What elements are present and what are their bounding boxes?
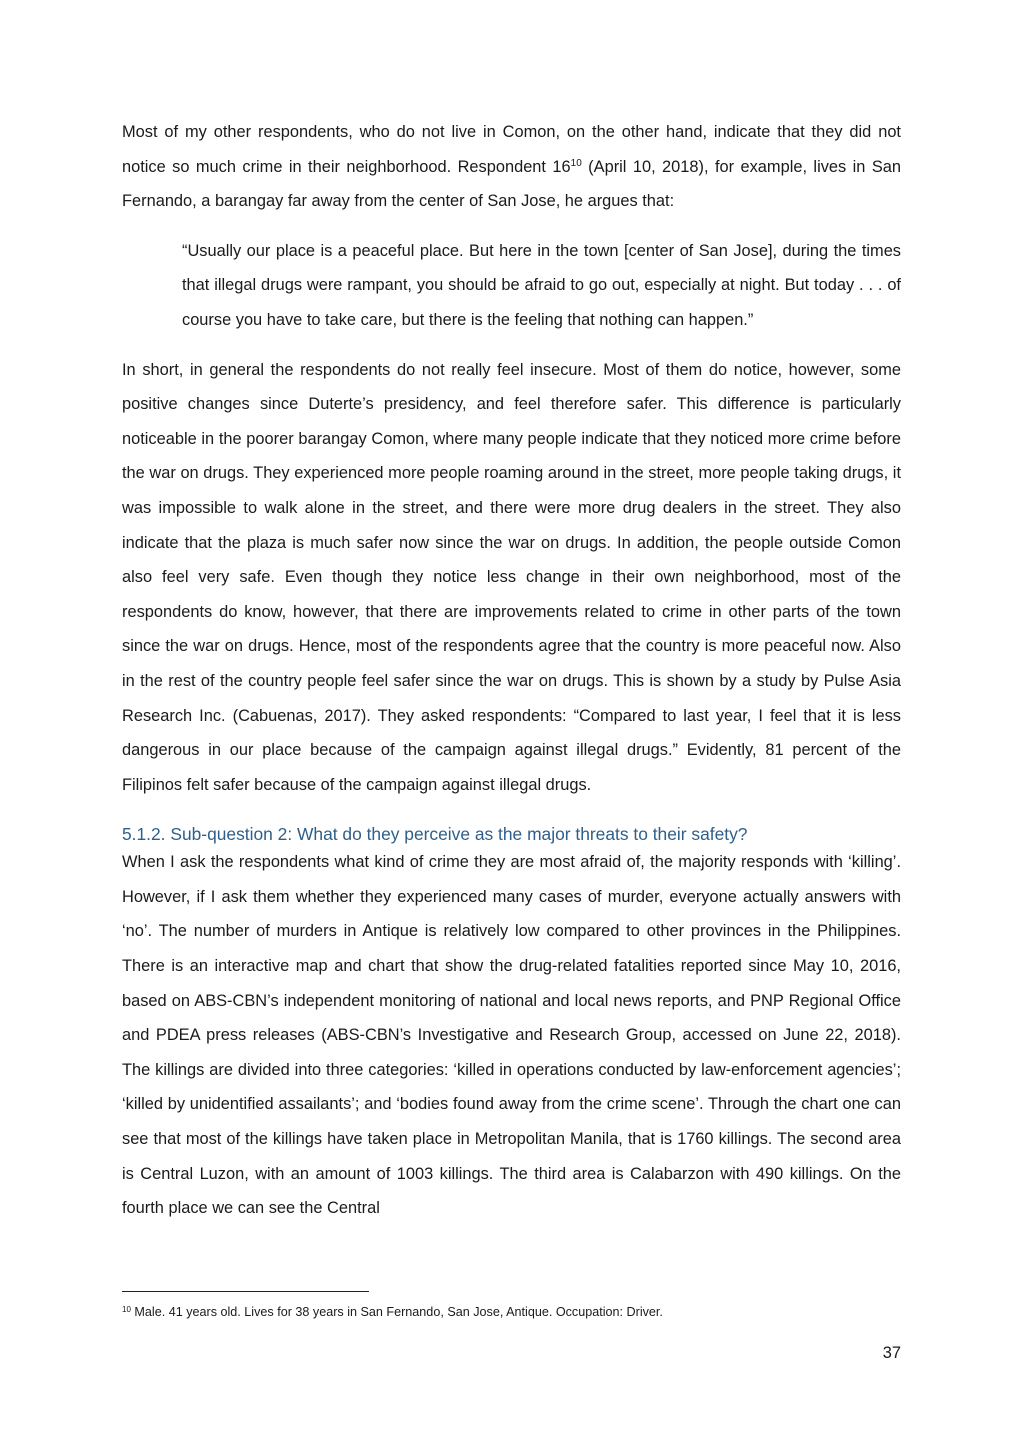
document-body: [122, 115, 901, 1226]
paragraph-summary: In short, in general the respondents do not really feel insecure. Most of them do notice, however, some positive changes since Duterte’s presidency, and feel therefore safer. This difference is particularly noticeable in the poorer barangay Comon, where many people indicate that they noticed more crime before the war on drugs. They experienced more people roaming around in the street, more people taking drugs, it was impossible to walk alone in the street, and there were more drug dealers in the street. They also indicate that the plaza is much safer now since the war on drugs. In addition, the people outside Comon also feel very safe. Even though they notice less change in their own neighborhood, most of the respondents do know, however, that there are improvements related to crime in other parts of the town since the war on drugs. Hence, most of the respondents agree that the country is more peaceful now. Also in the rest of the country people feel safer since the war on drugs. This is shown by a study by Pulse Asia Research Inc. (Cabuenas, 2017). They asked respondents: “Compared to last year, I feel that it is less dangerous in our place because of the campaign against illegal drugs.” Evidently, 81 percent of the Filipinos felt safer because of the campaign against illegal drugs.: [122, 360, 901, 794]
section-heading: 5.1.2. Sub-question 2: What do they perceive as the major threats to their safety?: [122, 824, 748, 845]
footnote-text: Male. 41 years old. Lives for 38 years in San Fernando, San Jose, Antique. Occupation: Driver.: [130, 1305, 663, 1319]
paragraph-text: Most of my other respondents, who do not live in Comon, on the other hand, indicate that they did not notice so much crime in their neighborhood. Respondent 16: [122, 123, 901, 176]
footnote-reference[interactable]: 10: [570, 157, 582, 169]
footnote-divider: [122, 1291, 369, 1292]
paragraph-text: (April 10, 2018), for example, lives in San Fernando, a barangay far away from the center of San Jose, he argues that:: [122, 157, 901, 211]
footnote-number: 10: [122, 1305, 131, 1314]
page-number: 37: [882, 1344, 901, 1362]
paragraph-threats: When I ask the respondents what kind of crime they are most afraid of, the majority responds with ‘killing’. However, if I ask them whether they experienced many cases of murder, everyone actually answers with ‘no’. The number of murders in Antique is relatively low compared to other provinces in the Philippines. There is an interactive map and chart that show the drug-related fatalities reported since May 10, 2016, based on ABS-CBN’s independent monitoring of national and local news reports, and PNP Regional Office and PDEA press releases (ABS-CBN’s Investigative and Research Group, accessed on June 22, 2018). The killings are divided into three categories: ‘killed in operations conducted by law-enforcement agencies’; ‘killed by unidentified assailants’; and ‘bodies found away from the crime scene’. Through the chart one can see that most of the killings have taken place in Metropolitan Manila, that is 1760 killings. The second area is Central Luzon, with an amount of 1003 killings. The third area is Calabarzon with 490 killings. On the fourth place we can see the Central: [122, 853, 901, 1218]
block-quote: “Usually our place is a peaceful place. But here in the town [center of San Jose], during the times that illegal drugs were rampant, you should be afraid to go out, especially at night. But today . . . of course you have to take care, but there is the feeling that nothing can happen.”: [182, 241, 901, 329]
paragraph-respondents: [122, 115, 901, 219]
footnote: [122, 1303, 901, 1321]
